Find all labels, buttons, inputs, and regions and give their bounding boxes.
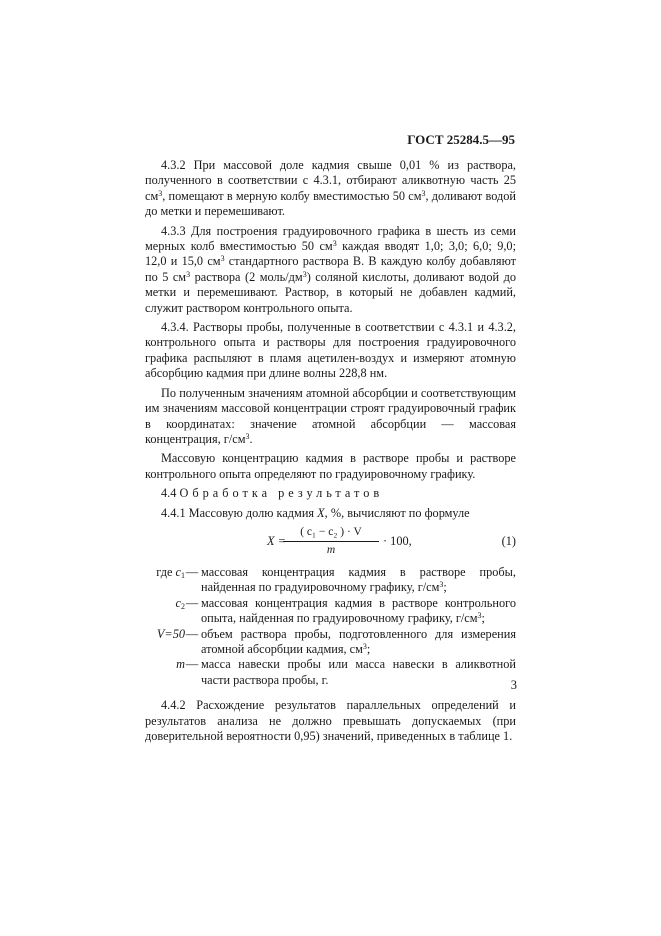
formula-denominator: m (326, 544, 336, 557)
document-header: ГОСТ 25284.5—95 (407, 132, 515, 147)
document-body (145, 158, 516, 748)
formula-tail: · 100, (383, 533, 412, 548)
definition-m: m — масса навески пробы или масса навески в аликвотной части раствора пробы, г. (176, 657, 516, 687)
formula-lhs: X = (267, 533, 286, 548)
page-number: 3 (510, 678, 517, 692)
paragraph-4-3-3: 4.3.3 Для построения градуировочного графика в шесть из семи мерных колб вместимостью 50 $см^3$ каждая вводят 1,0; 3,0; 6,0; 9,0; 12,0 и 15,0 $см^3$ стандартного раствора В. В каждую колбу добавляют по 5 $см^3$ раствора (2 моль/$дм^3$) соляной кислоты, доливают водой до метки и перемешивают. Раствор, в который не добавлен кадмий, служит раствором контрольного опыта. (145, 223, 516, 315)
paragraph-calibration-graph: По полученным значениям атомной абсорбции и соответствующим им значениям массовой концентрации строят градуировочный график в координатах: значение атомной абсорбции — массовая концентрация, $г/см^3$. (145, 385, 516, 446)
section-title: Обработка результатов (179, 486, 384, 501)
paragraph-4-3-4: 4.3.4. Растворы пробы, полученные в соответствии с 4.3.1 и 4.3.2, контрольного опыта и растворы для построения градуировочного графика распыляют в пламя ацетилен-воздух и измеряют атомную абсорбцию кадмия при длине волны 228,8 нм. (145, 320, 516, 381)
formula-fraction (283, 525, 379, 559)
definition-v: V=50 — объем раствора пробы, подготовленного для измерения атомной абсорбции кадмия, $см^3$; (156, 626, 516, 656)
formula-number: (1) (501, 533, 516, 548)
paragraph-mass-concentration: Массовую концентрацию кадмия в растворе пробы и растворе контрольного опыта определяют по градуировочному графику. (145, 451, 516, 481)
paragraph-4-4-1: 4.4.1 Массовую долю кадмия X, %, вычисляют по формуле (161, 505, 470, 520)
formula-numerator: ( c₁ − c₂ ) · V (283, 525, 379, 542)
paragraph-4-3-2: 4.3.2 При массовой доле кадмия свыше 0,01 % из раствора, полученного в соответствии с 4.3.1, отбирают аликвотную часть 25 $см^3$, помещают в мерную колбу вместимостью 50 $см^3$, доливают водой до метки и перемешивают. (145, 158, 516, 219)
variable-definitions (145, 565, 516, 688)
definition-c2: $c_2$ — массовая концентрация кадмия в растворе контрольного опыта, найденная по градуировочному графику, $г/см^3$; (175, 595, 516, 626)
section-heading-4-4: 4.4 Обработка результатов (161, 486, 384, 501)
definition-c1: где $c_1$ — массовая концентрация кадмия в растворе пробы, найденная по градуировочному графику, $г/см^3$; (156, 564, 516, 595)
paragraph-4-4-2: 4.4.2 Расхождение результатов параллельных определений и результатов анализа не должно превышать допускаемых (при доверительной вероятности 0,95) значений, приведенных в таблице 1. (145, 698, 516, 743)
formula-1 (145, 525, 516, 559)
